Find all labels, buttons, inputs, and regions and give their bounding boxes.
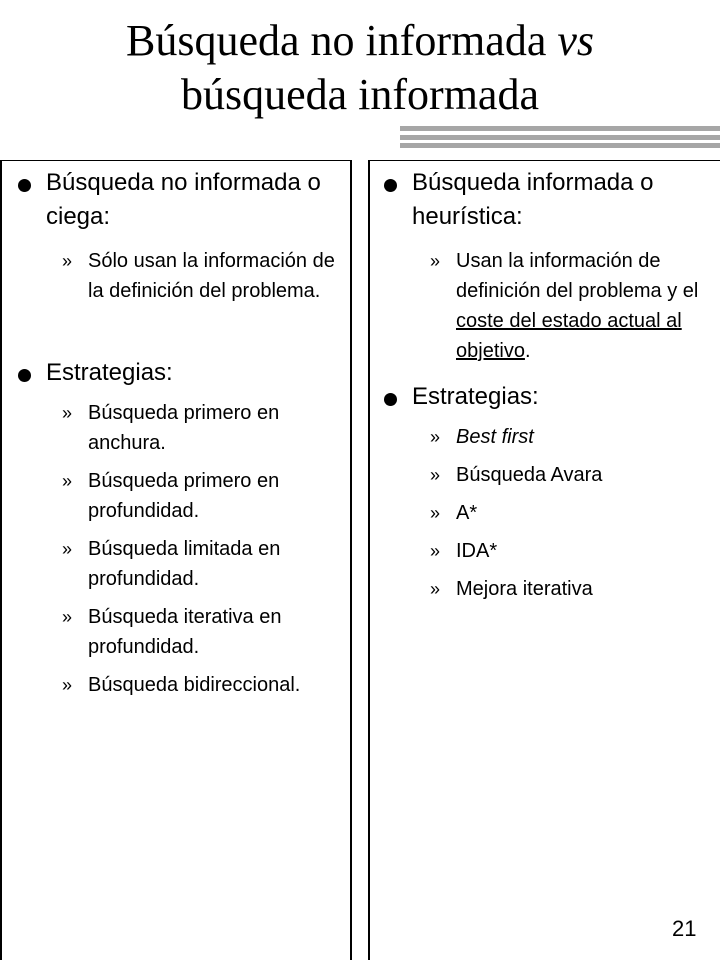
left-heading-1: Búsqueda no informada o ciega: <box>12 166 344 234</box>
sub-bullet-icon: » <box>430 251 441 271</box>
sub-bullet-icon: » <box>430 503 441 523</box>
sub-bullet-icon: » <box>62 471 73 491</box>
left-column-top-border <box>0 160 352 161</box>
right-strategy-item: » Best first <box>378 422 712 452</box>
bullet-dot-icon <box>384 393 397 406</box>
sub-bullet-icon: » <box>430 541 441 561</box>
left-strategy-item: » Búsqueda primero en profundidad. <box>12 466 344 526</box>
underlined-phrase: coste del estado actual al objetivo <box>456 310 682 362</box>
sub-bullet-icon: » <box>62 539 73 559</box>
right-strategy-item: » Mejora iterativa <box>378 574 712 604</box>
bullet-dot-icon <box>18 369 31 382</box>
right-column <box>378 166 712 604</box>
sub-bullet-icon: » <box>430 579 441 599</box>
right-strategy-item: » A* <box>378 498 712 528</box>
sub-bullet-icon: » <box>62 607 73 627</box>
rule-bar <box>400 135 720 140</box>
left-column-right-border <box>350 160 352 960</box>
right-column-top-border <box>368 160 720 161</box>
left-column <box>12 166 344 700</box>
sub-bullet-icon: » <box>430 427 441 447</box>
left-strategy-item: » Búsqueda limitada en profundidad. <box>12 534 344 594</box>
page-number: 21 <box>672 916 697 941</box>
right-column-left-border <box>368 160 370 960</box>
right-heading-2: Estrategias: <box>378 380 712 414</box>
sub-bullet-icon: » <box>62 251 73 271</box>
title-vs: vs <box>557 16 594 65</box>
right-strategy-item: » Búsqueda Avara <box>378 460 712 490</box>
sub-bullet-icon: » <box>430 465 441 485</box>
bullet-dot-icon <box>18 179 31 192</box>
right-strategy-item: » IDA* <box>378 536 712 566</box>
left-strategy-item: » Búsqueda bidireccional. <box>12 670 344 700</box>
left-column-left-border <box>0 160 2 960</box>
left-strategy-item: » Búsqueda primero en anchura. <box>12 398 344 458</box>
bullet-dot-icon <box>384 179 397 192</box>
left-strategy-item: » Búsqueda iterativa en profundidad. <box>12 602 344 662</box>
sub-bullet-icon: » <box>62 675 73 695</box>
rule-bar <box>400 143 720 148</box>
left-heading-2: Estrategias: <box>12 356 344 390</box>
sub-bullet-icon: » <box>62 403 73 423</box>
title-rule-bars <box>400 126 720 148</box>
rule-bar <box>400 126 720 131</box>
left-heading-1-item: » Sólo usan la información de la definición del problema. <box>12 246 344 306</box>
right-heading-1-item: » Usan la información de definición del problema y el coste del estado actual al objetivo. <box>378 246 712 366</box>
slide-title <box>0 14 720 122</box>
title-line-1: Búsqueda no informada <box>126 16 547 65</box>
title-line-2: búsqueda informada <box>181 70 539 119</box>
right-heading-1: Búsqueda informada o heurística: <box>378 166 712 234</box>
